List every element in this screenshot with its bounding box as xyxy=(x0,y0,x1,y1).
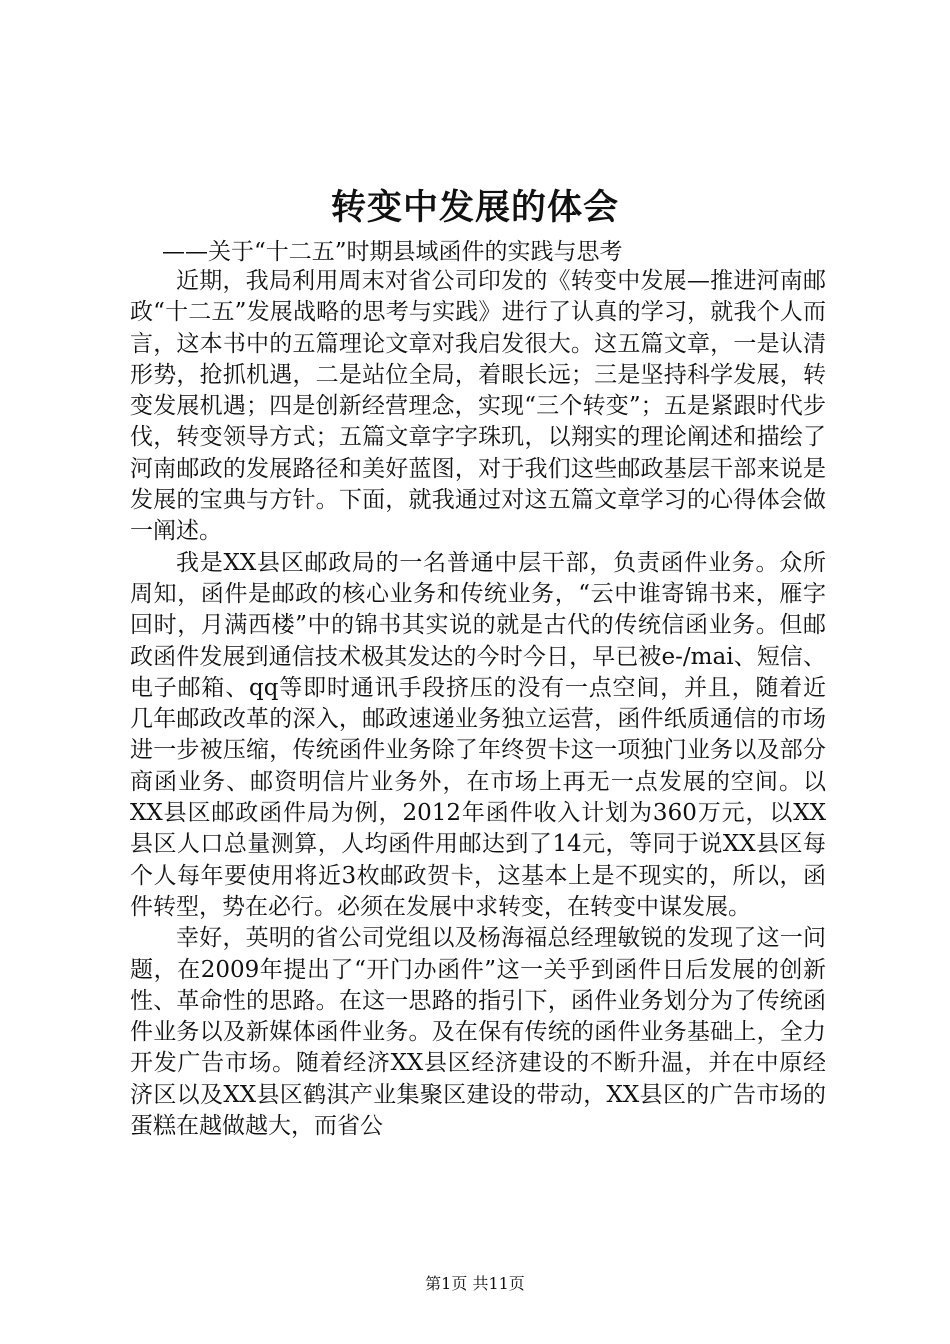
document-title: 转变中发展的体会 xyxy=(330,187,619,228)
paragraph: 幸好，英明的省公司党组以及杨海福总经理敏锐的发现了这一问题，在2009年提出了“开门办函件”这一关乎到函件日后发展的创新性、革命性的思路。在这一思路的指引下，函件业务划分为了传统函件业务以及新媒体函件业务。及在保有传统的函件业务基础上，全力开发广告市场。随着经济XX县区经济建设的不断升温，并在中原经济区以及XX县区鹤淇产业集聚区建设的带动，XX县区的广告市场的蛋糕在越做越大，而省公 xyxy=(130,925,826,1140)
paragraph: 近期，我局利用周末对省公司印发的《转变中发展—推进河南邮政“十二五”发展战略的思考与实践》进行了认真的学习，就我个人而言，这本书中的五篇理论文章对我启发很大。这五篇文章，一是认清形势，抢抓机遇，二是站位全局，着眼长远；三是坚持科学发展，转变发展机遇；四是创新经营理念，实现“三个转变”；五是紧跟时代步伐，转变领导方式；五篇文章字字珠玑，以翔实的理论阐述和描绘了河南邮政的发展路径和美好蓝图，对于我们这些邮政基层干部来说是发展的宝典与方针。下面，就我通过对这五篇文章学习的心得体会做一阐述。 xyxy=(130,268,826,545)
document-body xyxy=(130,266,826,1142)
document-subtitle: ——关于“十二五”时期县域函件的实践与思考 xyxy=(162,239,623,265)
paragraph: 我是XX县区邮政局的一名普通中层干部，负责函件业务。众所周知，函件是邮政的核心业务和传统业务，“云中谁寄锦书来，雁字回时，月满西楼”中的锦书其实说的就是古代的传统信函业务。但邮政函件发展到通信技术极其发达的今时今日，早已被e-/mai、短信、电子邮箱、qq等即时通讯手段挤压的没有一点空间，并且，随着近几年邮政改革的深入，邮政速递业务独立运营，函件纸质通信的市场进一步被压缩，传统函件业务除了年终贺卡这一项独门业务以及部分商函业务、邮资明信片业务外，在市场上再无一点发展的空间。以XX县区邮政函件局为例，2012年函件收入计划为360万元，以XX县区人口总量测算，人均函件用邮达到了14元，等同于说XX县区每个人每年要使用将近3枚邮政贺卡，这基本上是不现实的，所以，函件转型，势在必行。必须在发展中求转变，在转变中谋发展。 xyxy=(130,549,826,920)
page-footer: 第1页 共11页 xyxy=(425,1274,525,1293)
